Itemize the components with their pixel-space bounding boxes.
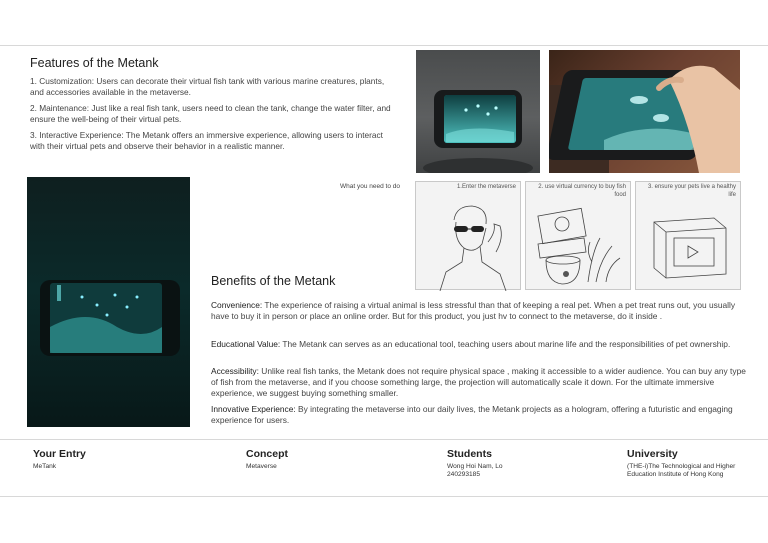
benefit-educational: [211, 339, 751, 350]
students-value: [447, 463, 503, 480]
benefit-convenience: [211, 300, 751, 322]
university-line-1: (THE-i)The Technological and Higher: [627, 463, 736, 470]
step-2-caption: 2. use virtual currency to buy fish food: [538, 184, 626, 198]
tank-box-sketch: [636, 182, 742, 291]
benefit-text: The experience of raising a virtual animal is less stressful than that of keeping a real pet. When a pet treat runs out, you usually have to buy it in person or place an online order. But for this product, you just hv to connect to the metaverse, do it inside .: [211, 300, 736, 322]
metank-hologram-illustration: [27, 177, 190, 427]
metank-hologram-photo: [27, 177, 190, 427]
benefit-text: Unlike real fish tanks, the Metank does not require physical space , making it accessible to a wider audience. You can buy any type of fish from the metaverse, and if you choose something large, the projection will automatically scale it down. For the ultimate immersive experience, we suggest buying something smaller.: [211, 366, 746, 399]
hand-interaction-illustration: [549, 50, 740, 173]
step-3-healthy-pets: [635, 181, 741, 290]
footer-bottom-rule: [0, 496, 768, 497]
steps-label: What you need to do: [340, 183, 400, 190]
university-value: [627, 463, 735, 480]
benefits-title: Benefits of the Metank: [211, 274, 336, 288]
benefit-accessibility: [211, 366, 751, 399]
metank-device-illustration: [416, 50, 540, 173]
fish-food-sketch: [526, 182, 632, 291]
concept-value: Metaverse: [246, 463, 277, 470]
university-label: University: [627, 448, 678, 460]
concept-label: Concept: [246, 448, 288, 460]
vr-user-sketch: [416, 182, 522, 291]
metank-device-photo: [416, 50, 540, 173]
university-line-2: Education Institute of Hong Kong: [627, 471, 724, 479]
students-id: 240293185: [447, 471, 481, 479]
students-name: Wong Hoi Nam, Lo: [447, 463, 503, 470]
entry-label: Your Entry: [33, 448, 86, 460]
feature-item-interactive: 3. Interactive Experience: The Metank offers an immersive experience, allowing users to interact with their virtual pets and observe their behavior in a realistic manner.: [30, 130, 383, 152]
students-label: Students: [447, 448, 492, 460]
top-rule: [0, 45, 768, 46]
benefit-text: By integrating the metaverse into our daily lives, the Metank projects as a hologram, offering a futuristic and engaging experience for users.: [211, 404, 733, 426]
benefit-term: Accessibility:: [211, 366, 259, 376]
step-3-caption: 3. ensure your pets live a healthy life: [647, 184, 736, 198]
feature-item-maintenance: 2. Maintenance: Just like a real fish tank, users need to clean the tank, change the water filter, and ensure the well-being of their virtual pets.: [30, 103, 391, 125]
benefit-innovative: [211, 404, 751, 426]
entry-value: MeTank: [33, 463, 57, 470]
benefit-term: Innovative Experience:: [211, 404, 296, 414]
hand-interaction-photo: [549, 50, 740, 173]
footer-top-rule: [0, 439, 768, 440]
step-2-buy-fish-food: [525, 181, 631, 290]
benefit-term: Educational Value:: [211, 339, 281, 349]
benefit-text: The Metank can serves as an educational tool, teaching users about marine life and the responsibilities of pet ownership.: [280, 339, 731, 349]
feature-item-customization: 1. Customization: Users can decorate their virtual fish tank with various marine creatures, plants, and accessories available in the metaverse.: [30, 76, 385, 98]
step-1-caption: 1.Enter the metaverse: [456, 184, 516, 190]
features-title: Features of the Metank: [30, 56, 159, 70]
benefit-term: Convenience:: [211, 300, 263, 310]
step-1-enter-metaverse: [415, 181, 521, 290]
